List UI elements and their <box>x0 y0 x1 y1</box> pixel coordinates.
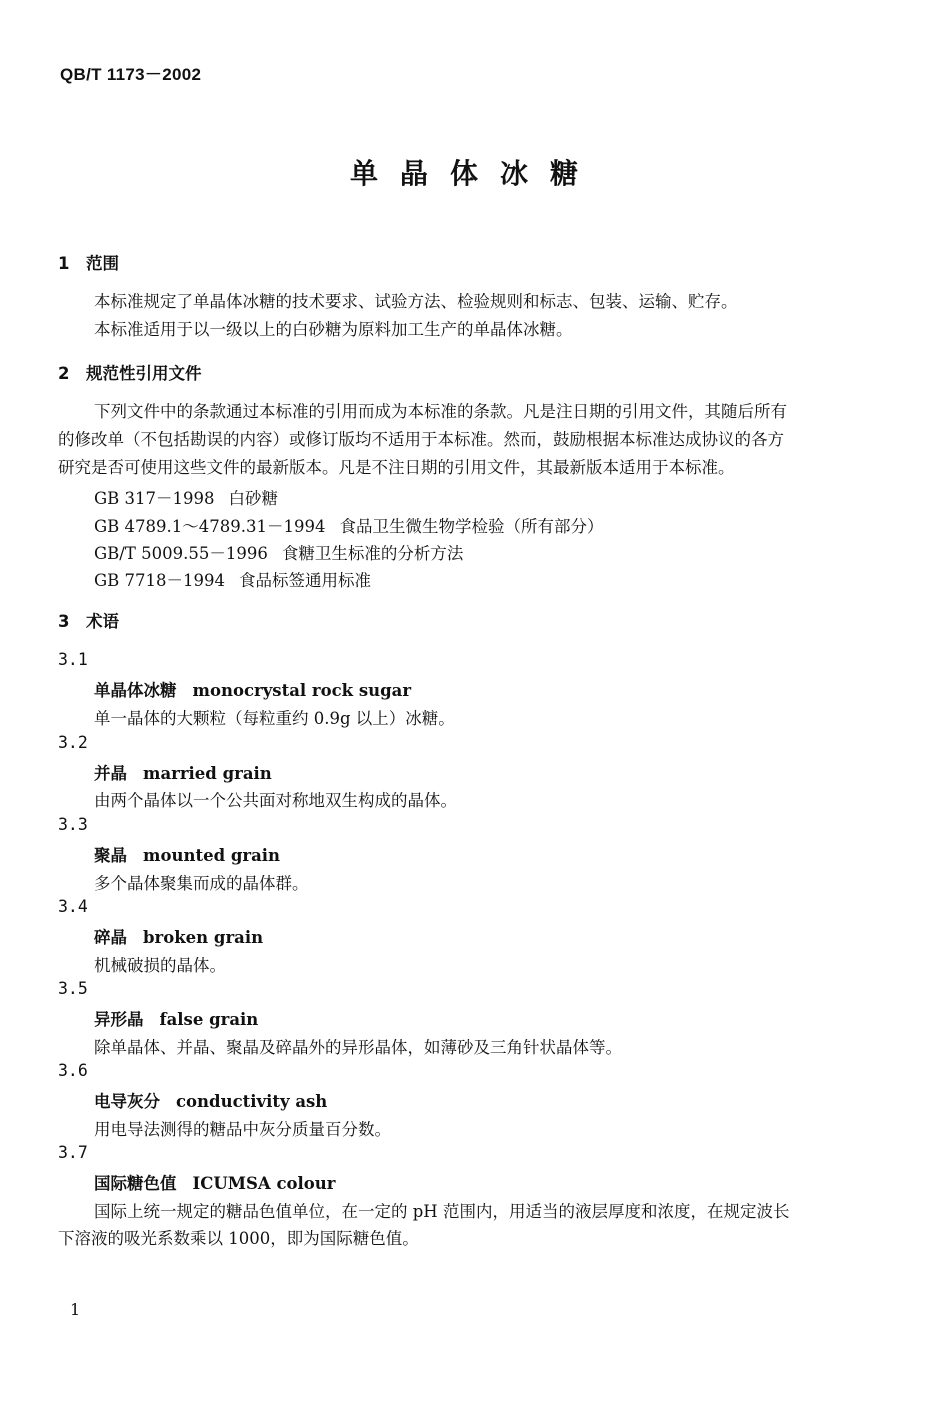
term-english: conductivity ash <box>176 1092 328 1111</box>
reference-item <box>94 567 371 591</box>
term-chinese: 并晶 <box>94 764 127 783</box>
term-number: 3.1 <box>58 650 88 669</box>
section-number: 3 <box>58 612 70 631</box>
term-number: 3.3 <box>58 815 88 834</box>
standard-number: QB/T 1173－2002 <box>60 65 202 84</box>
section-2-heading <box>58 360 202 384</box>
reference-code: GB/T 5009.55－1996 <box>94 544 268 563</box>
term-chinese: 国际糖色值 <box>94 1174 177 1193</box>
term-number: 3.5 <box>58 979 88 998</box>
term-number: 3.6 <box>58 1061 88 1080</box>
term-chinese: 聚晶 <box>94 846 127 865</box>
reference-item <box>94 513 604 537</box>
term-definition: 单一晶体的大颗粒（每粒重约 0.9g 以上）冰糖。 <box>94 709 455 728</box>
reference-code: GB 317－1998 <box>94 489 215 508</box>
section-1-heading <box>58 250 119 274</box>
refs-intro-line-2: 的修改单（不包括勘误的内容）或修订版均不适用于本标准。然而，鼓励根据本标准达成协议的各方 <box>58 430 784 449</box>
term-english: married grain <box>143 764 272 783</box>
page-number: 1 <box>70 1300 81 1319</box>
term-chinese: 碎晶 <box>94 928 127 947</box>
term-definition: 机械破损的晶体。 <box>94 956 226 975</box>
term-definition: 国际上统一规定的糖品色值单位，在一定的 pH 范围内，用适当的液层厚度和浓度，在规定波长 <box>94 1202 790 1221</box>
term-definition: 多个晶体聚集而成的晶体群。 <box>94 874 309 893</box>
term-number: 3.7 <box>58 1143 88 1162</box>
reference-name: 食糖卫生标准的分析方法 <box>281 544 464 563</box>
section-number: 2 <box>58 364 70 383</box>
term-heading <box>94 1088 327 1112</box>
term-english: false grain <box>159 1010 259 1029</box>
scope-paragraph-2: 本标准适用于以一级以上的白砂糖为原料加工生产的单晶体冰糖。 <box>94 320 573 339</box>
term-heading <box>94 760 272 784</box>
reference-name: 食品卫生微生物学检验（所有部分） <box>339 517 604 536</box>
term-number: 3.2 <box>58 733 88 752</box>
reference-code: GB 7718－1994 <box>94 571 226 590</box>
term-chinese: 异形晶 <box>94 1010 144 1029</box>
refs-intro-line-3: 研究是否可使用这些文件的最新版本。凡是不注日期的引用文件，其最新版本适用于本标准。 <box>58 458 735 477</box>
term-definition: 除单晶体、并晶、聚晶及碎晶外的异形晶体，如薄砂及三角针状晶体等。 <box>94 1038 622 1057</box>
term-english: mounted grain <box>143 846 281 865</box>
term-heading <box>94 677 411 701</box>
reference-name: 食品标签通用标准 <box>239 571 372 590</box>
term-number: 3.4 <box>58 897 88 916</box>
term-definition: 由两个晶体以一个公共面对称地双生构成的晶体。 <box>94 791 457 810</box>
term-english: monocrystal rock sugar <box>192 681 412 700</box>
scope-paragraph-1: 本标准规定了单晶体冰糖的技术要求、试验方法、检验规则和标志、包装、运输、贮存。 <box>94 292 738 311</box>
document-title: 单晶体冰糖 <box>349 157 600 190</box>
reference-item <box>94 485 278 509</box>
section-title: 规范性引用文件 <box>86 364 202 383</box>
reference-name: 白砂糖 <box>228 489 279 508</box>
section-number: 1 <box>58 254 70 273</box>
term-definition: 用电导法测得的糖品中灰分质量百分数。 <box>94 1120 391 1139</box>
reference-item <box>94 540 463 564</box>
section-3-heading <box>58 608 119 632</box>
section-title: 范围 <box>86 254 119 273</box>
term-chinese: 电导灰分 <box>94 1092 160 1111</box>
refs-intro-line-1: 下列文件中的条款通过本标准的引用而成为本标准的条款。凡是注日期的引用文件，其随后所有 <box>94 402 787 421</box>
term-heading <box>94 1170 335 1194</box>
section-title: 术语 <box>86 612 119 631</box>
term-heading <box>94 842 280 866</box>
reference-code: GB 4789.1～4789.31－1994 <box>94 517 326 536</box>
term-definition-continued: 下溶液的吸光系数乘以 1000，即为国际糖色值。 <box>58 1229 419 1248</box>
term-english: ICUMSA colour <box>192 1174 336 1193</box>
term-english: broken grain <box>143 928 264 947</box>
term-heading <box>94 1006 258 1030</box>
term-heading <box>94 924 263 948</box>
term-chinese: 单晶体冰糖 <box>94 681 177 700</box>
